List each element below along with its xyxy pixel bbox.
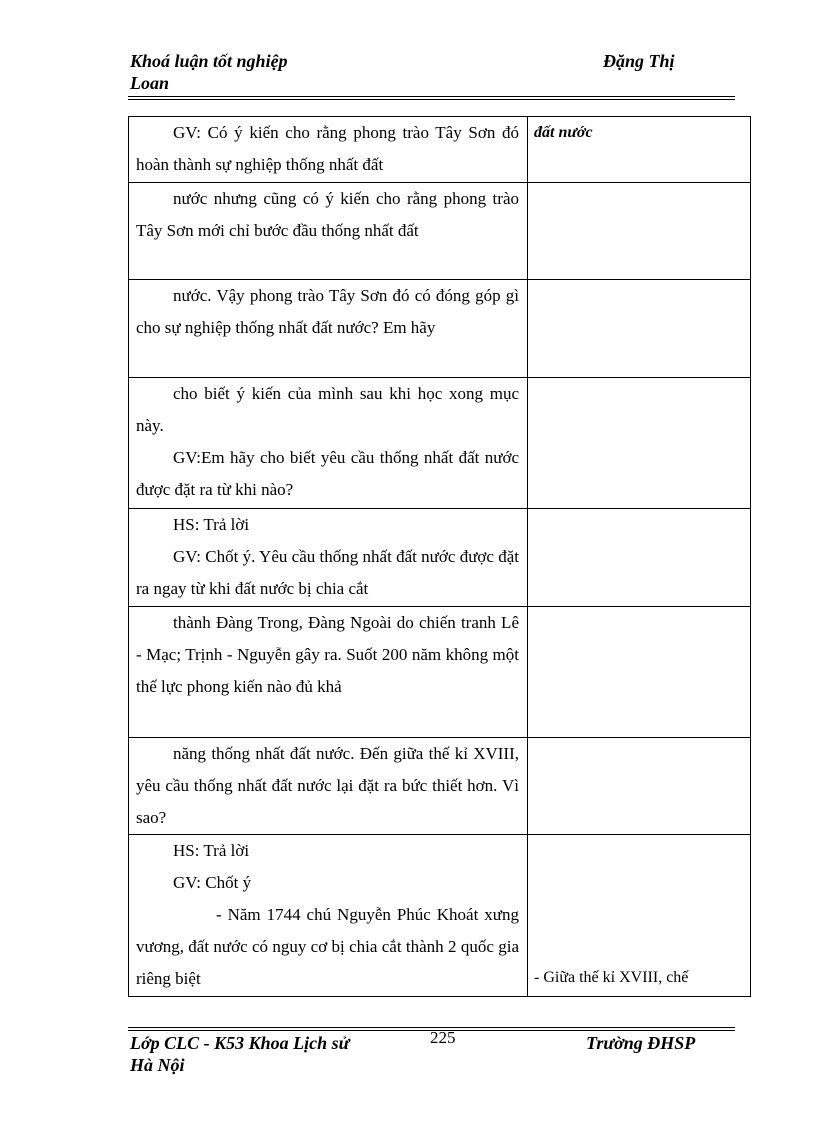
cell-paragraph: thành Đàng Trong, Đàng Ngoài do chiến tranh Lê - Mạc; Trịnh - Nguyễn gây ra. Suốt 200 năm không một thế lực phong kiến nào đủ khả [136, 613, 519, 696]
cell-paragraph: HS: Trả lời [173, 515, 250, 534]
header-rule-thick [128, 96, 735, 97]
table-cell-left [129, 378, 528, 509]
table-cell-left [129, 738, 528, 835]
cell-paragraph: - Năm 1744 chú Nguyễn Phúc Khoát xưng vương, đất nước có nguy cơ bị chia cắt thành 2 quốc gia riêng biệt [136, 905, 519, 988]
footer-class: Lớp CLC - K53 Khoa Lịch sử [130, 1033, 350, 1053]
cell-paragraph: GV: Có ý kiến cho rằng phong trào Tây Sơn đó hoàn thành sự nghiệp thống nhất đất [136, 123, 519, 174]
cell-note: đất nước [534, 124, 593, 141]
table-row [129, 835, 751, 997]
cell-paragraph: cho biết ý kiến của mình sau khi học xong mục này. [136, 384, 519, 435]
cell-note: - Giữa thế kỉ XVIII, chế [534, 969, 689, 986]
table-cell-right [528, 183, 751, 280]
header-rule-thin [128, 99, 735, 100]
cell-paragraph: HS: Trả lời [173, 841, 250, 860]
page-header [130, 50, 735, 98]
table-cell-left [129, 183, 528, 280]
table-cell-left [129, 509, 528, 607]
cell-paragraph: GV:Em hãy cho biết yêu cầu thống nhất đất nước được đặt ra từ khi nào? [136, 448, 519, 499]
table-row [129, 607, 751, 738]
table-row [129, 738, 751, 835]
header-author-continued: Loan [130, 73, 170, 93]
table-cell-right [528, 117, 751, 183]
table-cell-right [528, 738, 751, 835]
table-cell-right [528, 607, 751, 738]
page-footer [130, 1028, 735, 1076]
cell-paragraph: GV: Chốt ý [173, 873, 252, 892]
footer-school: Trường ĐHSP [586, 1033, 696, 1053]
lesson-table [128, 116, 751, 997]
table-row [129, 280, 751, 378]
table-cell-left [129, 607, 528, 738]
table-cell-right [528, 378, 751, 509]
table-cell-left [129, 117, 528, 183]
cell-paragraph: nước. Vậy phong trào Tây Sơn đó có đóng góp gì cho sự nghiệp thống nhất đất nước? Em hãy [136, 286, 519, 337]
cell-paragraph: năng thống nhất đất nước. Đến giữa thế kỉ XVIII, yêu cầu thống nhất đất nước lại đặt ra bức thiết hơn. Vì sao? [136, 744, 519, 827]
footer-school-continued: Hà Nội [130, 1055, 185, 1075]
table-row [129, 378, 751, 509]
table-cell-right [528, 509, 751, 607]
table-row [129, 117, 751, 183]
header-author: Đặng Thị [603, 51, 675, 71]
page-number: 225 [430, 1028, 456, 1047]
header-title: Khoá luận tốt nghiệp [130, 51, 288, 71]
table-cell-left [129, 835, 528, 997]
table-cell-left [129, 280, 528, 378]
table-row [129, 183, 751, 280]
cell-paragraph: GV: Chốt ý. Yêu cầu thống nhất đất nước được đặt ra ngay từ khi đất nước bị chia cắt [136, 547, 519, 598]
table-row [129, 509, 751, 607]
table-cell-right [528, 280, 751, 378]
cell-paragraph: nước nhưng cũng có ý kiến cho rằng phong trào Tây Sơn mới chỉ bước đầu thống nhất đất [136, 189, 519, 240]
table-cell-right [528, 835, 751, 997]
